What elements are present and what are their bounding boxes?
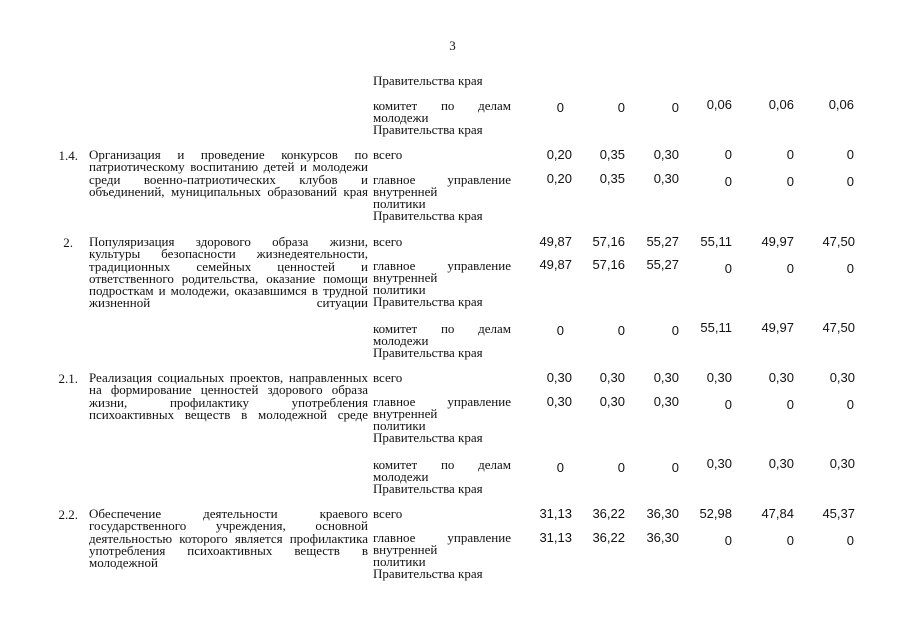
value-cell: 0,30 <box>829 456 855 471</box>
value-cell: 0 <box>786 147 794 162</box>
executor-word: по <box>440 321 455 336</box>
executor-word: по <box>440 457 455 472</box>
value-cell: 57,16 <box>592 234 625 249</box>
value-cell: 0 <box>556 460 564 475</box>
executor-word: комитет <box>373 457 418 472</box>
value-cell: 0 <box>724 147 732 162</box>
value-cell: 0 <box>846 147 854 162</box>
value-cell: 0 <box>724 533 732 548</box>
value-cell: 0 <box>786 533 794 548</box>
value-cell: 0 <box>617 323 625 338</box>
row-number: 2. <box>63 235 73 250</box>
executor-word: главное <box>373 172 416 187</box>
value-cell: 0,30 <box>653 370 679 385</box>
executor-cell <box>373 100 511 136</box>
value-cell: 0,06 <box>768 97 794 112</box>
executor-line: всего <box>373 370 403 385</box>
executor-line: внутренней <box>373 406 438 421</box>
value-cell: 49,97 <box>761 320 794 335</box>
value-cell: 0,35 <box>599 171 625 186</box>
executor-word: управление <box>447 394 511 409</box>
value-cell: 0 <box>786 397 794 412</box>
executor-cell <box>373 396 511 444</box>
executor-word: комитет <box>373 321 418 336</box>
executor-line: молодежи <box>373 333 429 348</box>
executor-line: всего <box>373 147 403 162</box>
value-cell: 0,30 <box>829 370 855 385</box>
value-cell: 0 <box>617 100 625 115</box>
value-cell: 0,30 <box>768 456 794 471</box>
executor-cell <box>373 459 511 495</box>
executor-line: внутренней <box>373 184 438 199</box>
value-cell: 0,30 <box>653 171 679 186</box>
value-cell: 0 <box>786 261 794 276</box>
executor-line: всего <box>373 506 403 521</box>
row-number: 2.2. <box>58 507 78 522</box>
executor-word: делам <box>478 98 511 113</box>
executor-cell <box>373 372 511 384</box>
executor-line: Правительства края <box>373 430 483 445</box>
executor-word: делам <box>478 457 511 472</box>
value-cell: 0 <box>724 174 732 189</box>
page-number: 3 <box>449 38 456 53</box>
value-cell: 36,22 <box>592 530 625 545</box>
value-cell: 0,30 <box>653 147 679 162</box>
executor-line: внутренней <box>373 270 438 285</box>
value-cell: 0 <box>556 323 564 338</box>
value-cell: 47,50 <box>822 320 855 335</box>
executor-line: политики <box>373 282 426 297</box>
value-cell: 0 <box>846 174 854 189</box>
executor-line: всего <box>373 234 403 249</box>
executor-line: молодежи <box>373 469 429 484</box>
value-cell: 55,27 <box>646 234 679 249</box>
value-cell: 49,97 <box>761 234 794 249</box>
executor-word: по <box>440 98 455 113</box>
value-cell: 0 <box>556 100 564 115</box>
executor-word: делам <box>478 321 511 336</box>
executor-line: Правительства края <box>373 73 483 88</box>
executor-line: политики <box>373 196 426 211</box>
executor-cell <box>373 236 511 248</box>
value-cell: 47,50 <box>822 234 855 249</box>
executor-line: Правительства края <box>373 122 483 137</box>
value-cell: 36,30 <box>646 530 679 545</box>
value-cell: 31,13 <box>539 506 572 521</box>
executor-line: политики <box>373 554 426 569</box>
value-cell: 36,30 <box>646 506 679 521</box>
value-cell: 0 <box>846 397 854 412</box>
executor-word: управление <box>447 530 511 545</box>
executor-cell <box>373 260 511 308</box>
executor-word: комитет <box>373 98 418 113</box>
executor-cell <box>373 532 511 580</box>
executor-word: главное <box>373 530 416 545</box>
value-cell: 0,30 <box>599 370 625 385</box>
value-cell: 0,30 <box>599 394 625 409</box>
value-cell: 0,35 <box>599 147 625 162</box>
executor-word: управление <box>447 172 511 187</box>
value-cell: 0,30 <box>706 456 732 471</box>
executor-line: Правительства края <box>373 208 483 223</box>
value-cell: 0,20 <box>546 171 572 186</box>
value-cell: 31,13 <box>539 530 572 545</box>
value-cell: 49,87 <box>539 234 572 249</box>
value-cell: 55,11 <box>700 234 732 249</box>
executor-word: управление <box>447 258 511 273</box>
value-cell: 57,16 <box>592 257 625 272</box>
value-cell: 55,27 <box>646 257 679 272</box>
value-cell: 36,22 <box>592 506 625 521</box>
executor-line: внутренней <box>373 542 438 557</box>
value-cell: 55,11 <box>700 320 732 335</box>
value-cell: 0 <box>671 460 679 475</box>
executor-line: молодежи <box>373 110 429 125</box>
value-cell: 0 <box>671 323 679 338</box>
value-cell: 45,37 <box>822 506 855 521</box>
executor-cell <box>373 75 511 87</box>
executor-cell <box>373 149 511 161</box>
executor-line: Правительства края <box>373 294 483 309</box>
value-cell: 0,30 <box>546 394 572 409</box>
executor-word: главное <box>373 394 416 409</box>
value-cell: 0,30 <box>546 370 572 385</box>
row-description: Реализация социальных проектов, направленных на формирование ценностей здорового образа жизни, профилактику употребления психоактивных веществ в молодежной среде <box>89 370 368 422</box>
value-cell: 0,06 <box>706 97 732 112</box>
value-cell: 0 <box>617 460 625 475</box>
value-cell: 47,84 <box>761 506 794 521</box>
value-cell: 0 <box>786 174 794 189</box>
row-description: Организация и проведение конкурсов по патриотическому воспитанию детей и молодежи среди военно-патриотических клубов и объединений, муниципальных образований края <box>89 147 368 199</box>
executor-cell <box>373 174 511 222</box>
row-number: 2.1. <box>58 371 78 386</box>
value-cell: 0,06 <box>828 97 854 112</box>
value-cell: 0,30 <box>768 370 794 385</box>
row-description: Популяризация здорового образа жизни, культуры безопасности жизнедеятельности, традиционных семейных ценностей и ответственного родительства, оказание помощи подросткам и молодежи, оказавшимся в трудной жизненной ситуации <box>89 234 368 311</box>
value-cell: 0,30 <box>653 394 679 409</box>
value-cell: 0 <box>671 100 679 115</box>
executor-word: главное <box>373 258 416 273</box>
value-cell: 52,98 <box>699 506 732 521</box>
executor-cell <box>373 323 511 359</box>
row-number: 1.4. <box>58 148 78 163</box>
value-cell: 0 <box>724 397 732 412</box>
executor-line: Правительства края <box>373 566 483 581</box>
value-cell: 0 <box>846 261 854 276</box>
executor-line: Правительства края <box>373 481 483 496</box>
value-cell: 0 <box>846 533 854 548</box>
value-cell: 0 <box>724 261 732 276</box>
value-cell: 0,20 <box>546 147 572 162</box>
value-cell: 0,30 <box>706 370 732 385</box>
row-description: Обеспечение деятельности краевого государственного учреждения, основной деятельностью которого является профилактика употребления психоактивных веществ в молодежной <box>89 506 368 571</box>
executor-cell <box>373 508 511 520</box>
executor-line: политики <box>373 418 426 433</box>
value-cell: 49,87 <box>539 257 572 272</box>
executor-line: Правительства края <box>373 345 483 360</box>
